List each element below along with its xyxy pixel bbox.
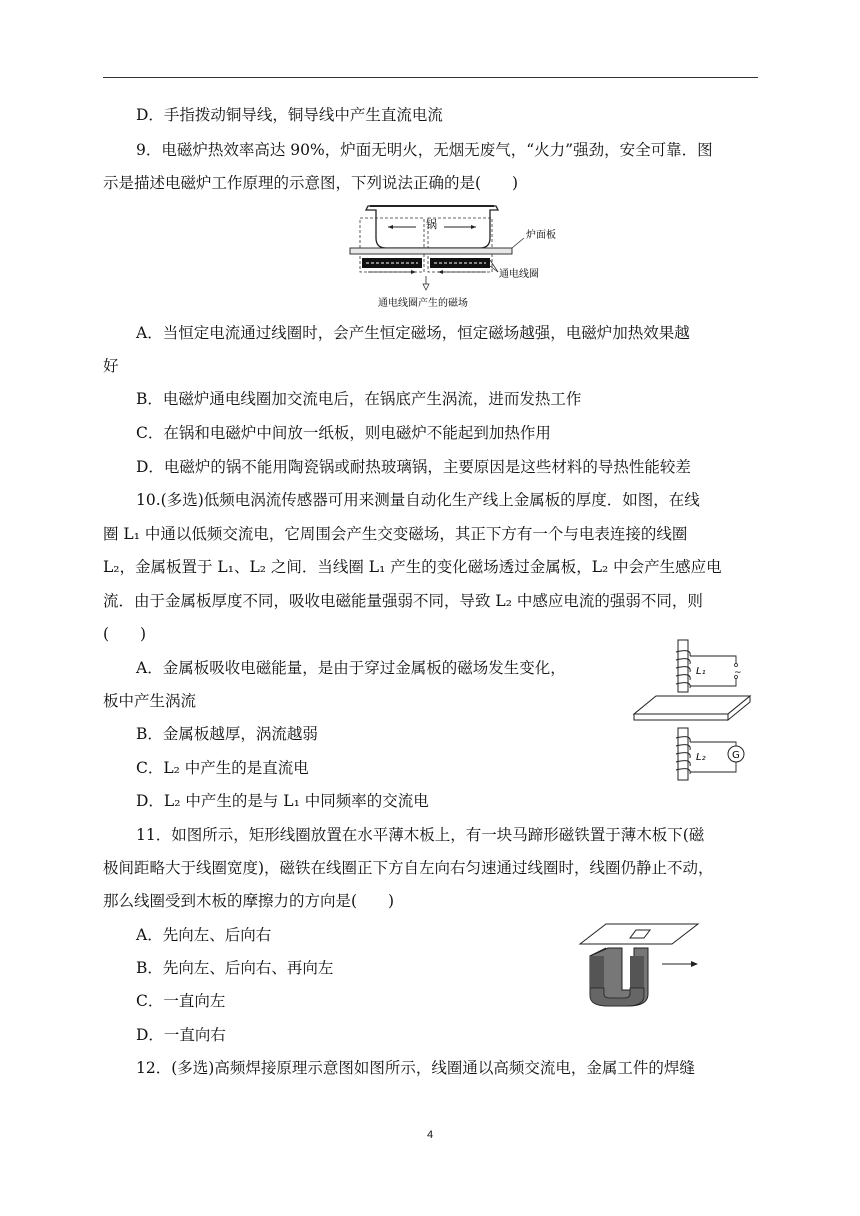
q10-option-b: B．金属板越厚，涡流越弱 [136,725,318,743]
q11-option-d: D．一直向右 [136,1026,226,1044]
q9-stem-line1: 9．电磁炉热效率高达 90%，炉面无明火，无烟无废气，“火力”强劲，安全可靠．图 [136,141,713,159]
q9-option-d: D．电磁炉的锅不能用陶瓷锅或耐热玻璃锅，主要原因是这些材料的导热性能较差 [136,458,691,476]
page-number: 4 [426,1129,434,1141]
q10-stem-line1: 10.(多选)低频电涡流传感器可用来测量自动化生产线上金属板的厚度．如图，在线 [136,491,700,509]
q9-option-b: B．电磁炉通电线圈加交流电后，在锅底产生涡流，进而发热工作 [136,390,582,408]
coil-l2-label: L₂ [696,752,706,763]
q10-stem-line3: L₂，金属板置于 L₁、L₂ 之间．当线圈 L₁ 产生的变化磁场透过金属板，L₂ 中会产生感应电 [103,558,722,576]
q12-stem-line1: 12．(多选)高频焊接原理示意图如图所示，线圈通以高频交流电，金属工件的焊缝 [136,1059,695,1077]
galvanometer-label: G [732,750,740,761]
q10-stem-line5: ( ) [103,625,147,643]
q9-option-a-line2: 好 [103,357,119,375]
coil-label: 通电线圈 [499,269,539,280]
q10-option-d: D．L₂ 中产生的是与 L₁ 中同频率的交流电 [136,792,429,810]
q8-option-d: D．手指拨动铜导线，铜导线中产生直流电流 [136,106,443,124]
horseshoe-magnet-diagram [578,918,708,1008]
q10-option-c: C．L₂ 中产生的是直流电 [136,759,309,777]
q10-stem-line4: 流．由于金属板厚度不同，吸收电磁能量强弱不同，导致 L₂ 中感应电流的强弱不同，则 [103,592,703,610]
panel-label: 炉面板 [526,230,556,241]
q9-option-c: C．在锅和电磁炉中间放一纸板，则电磁炉不能起到加热作用 [136,424,551,442]
q10-option-a-line2: 板中产生涡流 [103,692,197,710]
ac-source-symbol: ~ [734,668,742,678]
header-rule [103,77,758,78]
figure-caption: 通电线圈产生的磁场 [378,298,468,309]
q9-option-a-line1: A．当恒定电流通过线圈时，会产生恒定磁场，恒定磁场越强，电磁炉加热效果越 [136,324,690,342]
q11-stem-line3: 那么线圈受到木板的摩擦力的方向是( ) [103,892,395,910]
q9-stem-line2: 示是描述电磁炉工作原理的示意图，下列说法正确的是( ) [103,174,519,192]
eddy-current-sensor-diagram [632,638,752,783]
q10-option-a-line1: A．金属板吸收电磁能量，是由于穿过金属板的磁场发生变化， [136,659,566,677]
q11-option-c: C．一直向左 [136,992,226,1010]
q10-stem-line2: 圈 L₁ 中通以低频交流电，它周围会产生交变磁场，其正下方有一个与电表连接的线圈 [103,525,688,543]
pot-label: 锅 [426,218,437,231]
q11-stem-line1: 11．如图所示，矩形线圈放置在水平薄木板上，有一块马蹄形磁铁置于薄木板下(磁 [136,826,705,844]
q11-option-a: A．先向左、后向右 [136,926,272,944]
q11-option-b: B．先向左、后向右、再向左 [136,959,334,977]
induction-cooker-diagram [348,198,558,313]
coil-l1-label: L₁ [696,666,706,677]
q11-stem-line2: 极间距略大于线圈宽度)，磁铁在线圈正下方自左向右匀速通过线圈时，线圈仍静止不动， [103,859,714,877]
